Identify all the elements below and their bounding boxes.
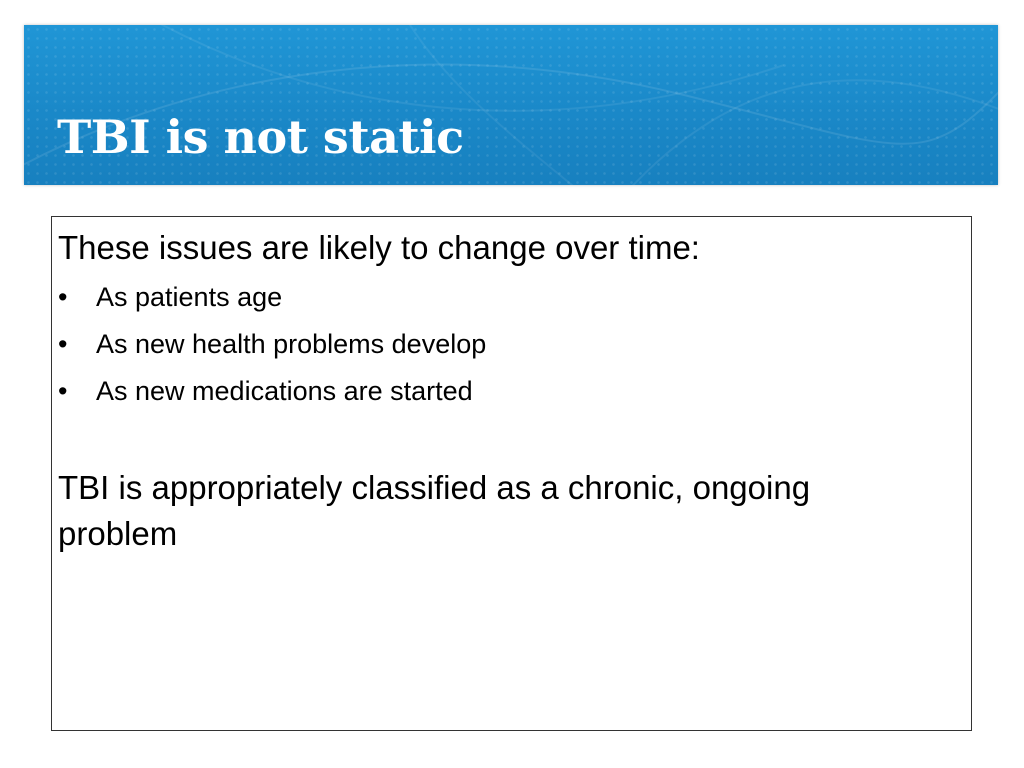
bullet-icon: • (58, 329, 68, 359)
bullet-icon: • (58, 282, 68, 312)
slide-title: TBI is not static (57, 110, 464, 164)
intro-text: These issues are likely to change over time: (58, 229, 700, 266)
bullet-text: As new medications are started (96, 376, 473, 406)
conclusion-text: TBI is appropriately classified as a chronic, ongoing problem (58, 469, 811, 552)
bullet-text: As patients age (96, 282, 283, 312)
title-banner (24, 25, 998, 185)
bullet-icon: • (58, 376, 68, 406)
bullet-text: As new health problems develop (96, 329, 487, 359)
content-box (51, 216, 972, 731)
